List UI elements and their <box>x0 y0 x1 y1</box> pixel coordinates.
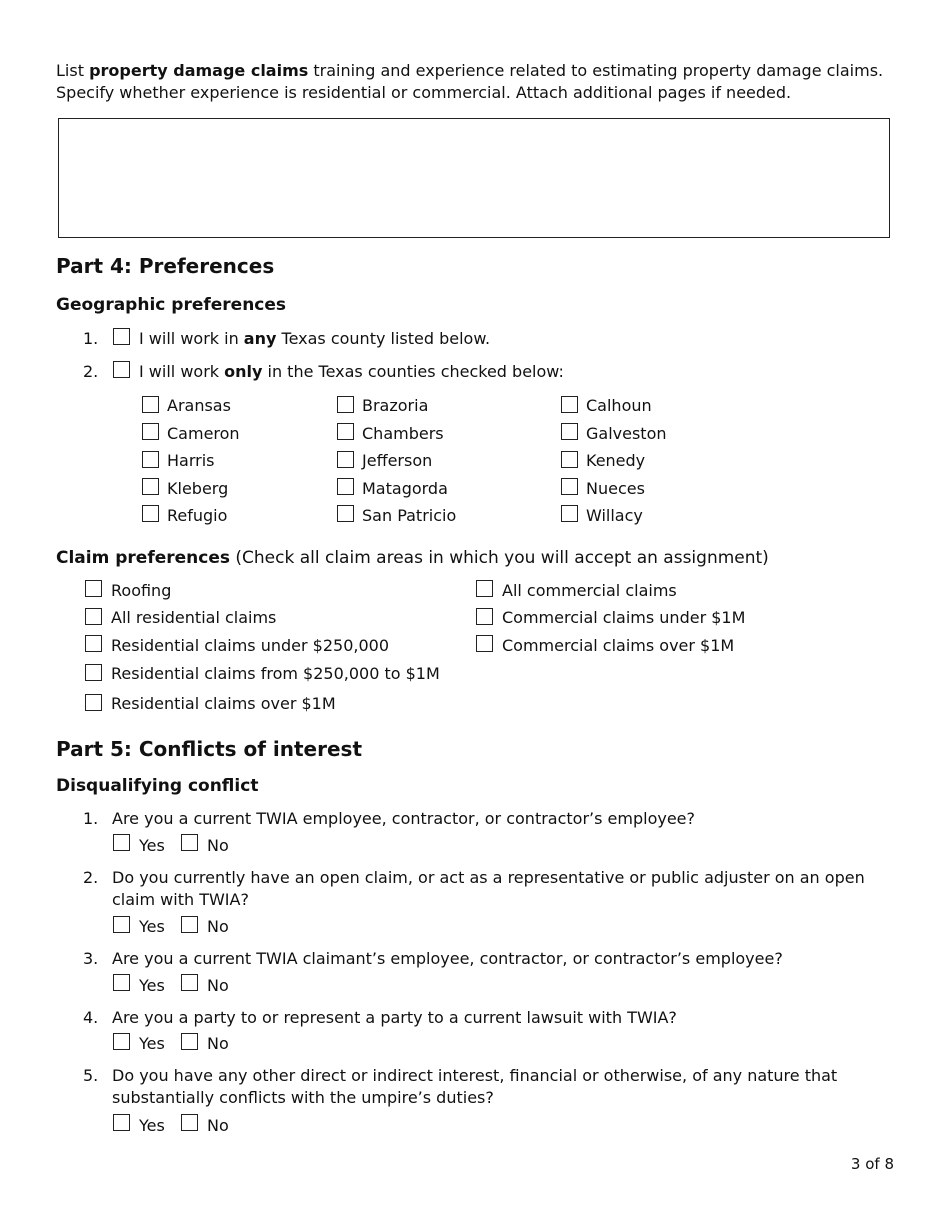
county-label: Aransas <box>167 396 231 415</box>
county-checkbox-refugio[interactable] <box>142 505 159 522</box>
claim-label: All commercial claims <box>502 581 677 600</box>
county-checkbox-cameron[interactable] <box>142 423 159 440</box>
q2-no-checkbox[interactable] <box>181 916 198 933</box>
claim-label: Residential claims under $250,000 <box>111 636 390 655</box>
county-label: Matagorda <box>362 479 448 498</box>
claim-label: Commercial claims over $1M <box>502 636 735 655</box>
geo-opt2-label: I will work only in the Texas counties checked below: <box>139 362 564 381</box>
geo-opt2-number: 2. <box>83 362 99 381</box>
county-checkbox-san-patricio[interactable] <box>337 505 354 522</box>
q4-yes-checkbox[interactable] <box>113 1033 130 1050</box>
no-label: No <box>207 917 229 936</box>
q5-no-checkbox[interactable] <box>181 1114 198 1131</box>
county-label: Galveston <box>586 424 667 443</box>
county-checkbox-kleberg[interactable] <box>142 478 159 495</box>
claim-checkbox-roofing[interactable] <box>85 580 102 597</box>
county-label: Nueces <box>586 479 645 498</box>
question-number: 4. <box>83 1008 99 1027</box>
county-checkbox-brazoria[interactable] <box>337 396 354 413</box>
no-label: No <box>207 1034 229 1053</box>
county-label: Jefferson <box>362 451 433 470</box>
question-number: 2. <box>83 868 99 887</box>
county-checkbox-kenedy[interactable] <box>561 451 578 468</box>
county-checkbox-chambers[interactable] <box>337 423 354 440</box>
question-text: Do you have any other direct or indirect interest, financial or otherwise, of any nature that substantially conflicts with the umpire’s duties? <box>112 1066 838 1107</box>
claim-checkbox-all-commercial[interactable] <box>476 580 493 597</box>
page-number: 3 of 8 <box>850 1155 894 1173</box>
conflict-subheading: Disqualifying conflict <box>56 776 259 796</box>
question-number: 5. <box>83 1066 99 1085</box>
claim-checkbox-residential-under-250k[interactable] <box>85 635 102 652</box>
geo-opt1-number: 1. <box>83 329 99 348</box>
part5-heading: Part 5: Conflicts of interest <box>56 737 363 761</box>
claim-checkbox-residential-250k-1m[interactable] <box>85 664 102 681</box>
q4-no-checkbox[interactable] <box>181 1033 198 1050</box>
question-number: 1. <box>83 809 99 828</box>
question-text: Are you a current TWIA claimant’s employee, contractor, or contractor’s employee? <box>112 949 783 968</box>
no-label: No <box>207 1116 229 1135</box>
q3-yes-checkbox[interactable] <box>113 974 130 991</box>
county-checkbox-jefferson[interactable] <box>337 451 354 468</box>
geo-opt1-label: I will work in any Texas county listed below. <box>139 329 491 348</box>
county-label: Calhoun <box>586 396 652 415</box>
yes-label: Yes <box>139 917 165 936</box>
geo-heading: Geographic preferences <box>56 295 287 315</box>
yes-label: Yes <box>139 836 165 855</box>
intro-bold: property damage claims <box>89 61 309 80</box>
county-label: Willacy <box>586 506 643 525</box>
q2-yes-checkbox[interactable] <box>113 916 130 933</box>
experience-textbox[interactable] <box>58 118 890 238</box>
claim-checkbox-commercial-over-1m[interactable] <box>476 635 493 652</box>
county-label: Harris <box>167 451 215 470</box>
intro-suffix: training and experience related to estimating property damage claims. Specify whether experience is residential or commercial. Attach additional pages if needed. <box>56 61 884 102</box>
geo-only-checked-checkbox[interactable] <box>113 361 130 378</box>
yes-label: Yes <box>139 976 165 995</box>
county-label: Chambers <box>362 424 444 443</box>
intro-paragraph <box>56 60 896 104</box>
county-checkbox-aransas[interactable] <box>142 396 159 413</box>
county-label: Cameron <box>167 424 240 443</box>
geo-any-county-checkbox[interactable] <box>113 328 130 345</box>
yes-label: Yes <box>139 1034 165 1053</box>
yes-label: Yes <box>139 1116 165 1135</box>
claims-heading: Claim preferences (Check all claim areas in which you will accept an assignment) <box>56 548 769 568</box>
part4-heading: Part 4: Preferences <box>56 254 275 278</box>
claim-checkbox-residential-over-1m[interactable] <box>85 694 102 711</box>
q1-yes-checkbox[interactable] <box>113 834 130 851</box>
claim-label: Residential claims from $250,000 to $1M <box>111 664 440 683</box>
county-checkbox-calhoun[interactable] <box>561 396 578 413</box>
county-checkbox-matagorda[interactable] <box>337 478 354 495</box>
claim-checkbox-commercial-under-1m[interactable] <box>476 608 493 625</box>
intro-prefix: List <box>56 61 90 80</box>
claim-label: Residential claims over $1M <box>111 694 336 713</box>
county-label: Refugio <box>167 506 228 525</box>
county-label: Kleberg <box>167 479 229 498</box>
claim-label: Commercial claims under $1M <box>502 608 746 627</box>
claim-label: All residential claims <box>111 608 277 627</box>
q1-no-checkbox[interactable] <box>181 834 198 851</box>
question-text: Are you a party to or represent a party to a current lawsuit with TWIA? <box>112 1008 677 1027</box>
question-number: 3. <box>83 949 99 968</box>
question-text: Are you a current TWIA employee, contractor, or contractor’s employee? <box>112 809 696 828</box>
county-checkbox-harris[interactable] <box>142 451 159 468</box>
county-checkbox-galveston[interactable] <box>561 423 578 440</box>
question-text: Do you currently have an open claim, or act as a representative or public adjuster on an open claim with TWIA? <box>112 868 865 909</box>
county-checkbox-nueces[interactable] <box>561 478 578 495</box>
claim-checkbox-all-residential[interactable] <box>85 608 102 625</box>
no-label: No <box>207 976 229 995</box>
county-label: San Patricio <box>362 506 457 525</box>
claim-label: Roofing <box>111 581 172 600</box>
county-label: Kenedy <box>586 451 646 470</box>
no-label: No <box>207 836 229 855</box>
county-label: Brazoria <box>362 396 429 415</box>
q5-yes-checkbox[interactable] <box>113 1114 130 1131</box>
q3-no-checkbox[interactable] <box>181 974 198 991</box>
county-checkbox-willacy[interactable] <box>561 505 578 522</box>
